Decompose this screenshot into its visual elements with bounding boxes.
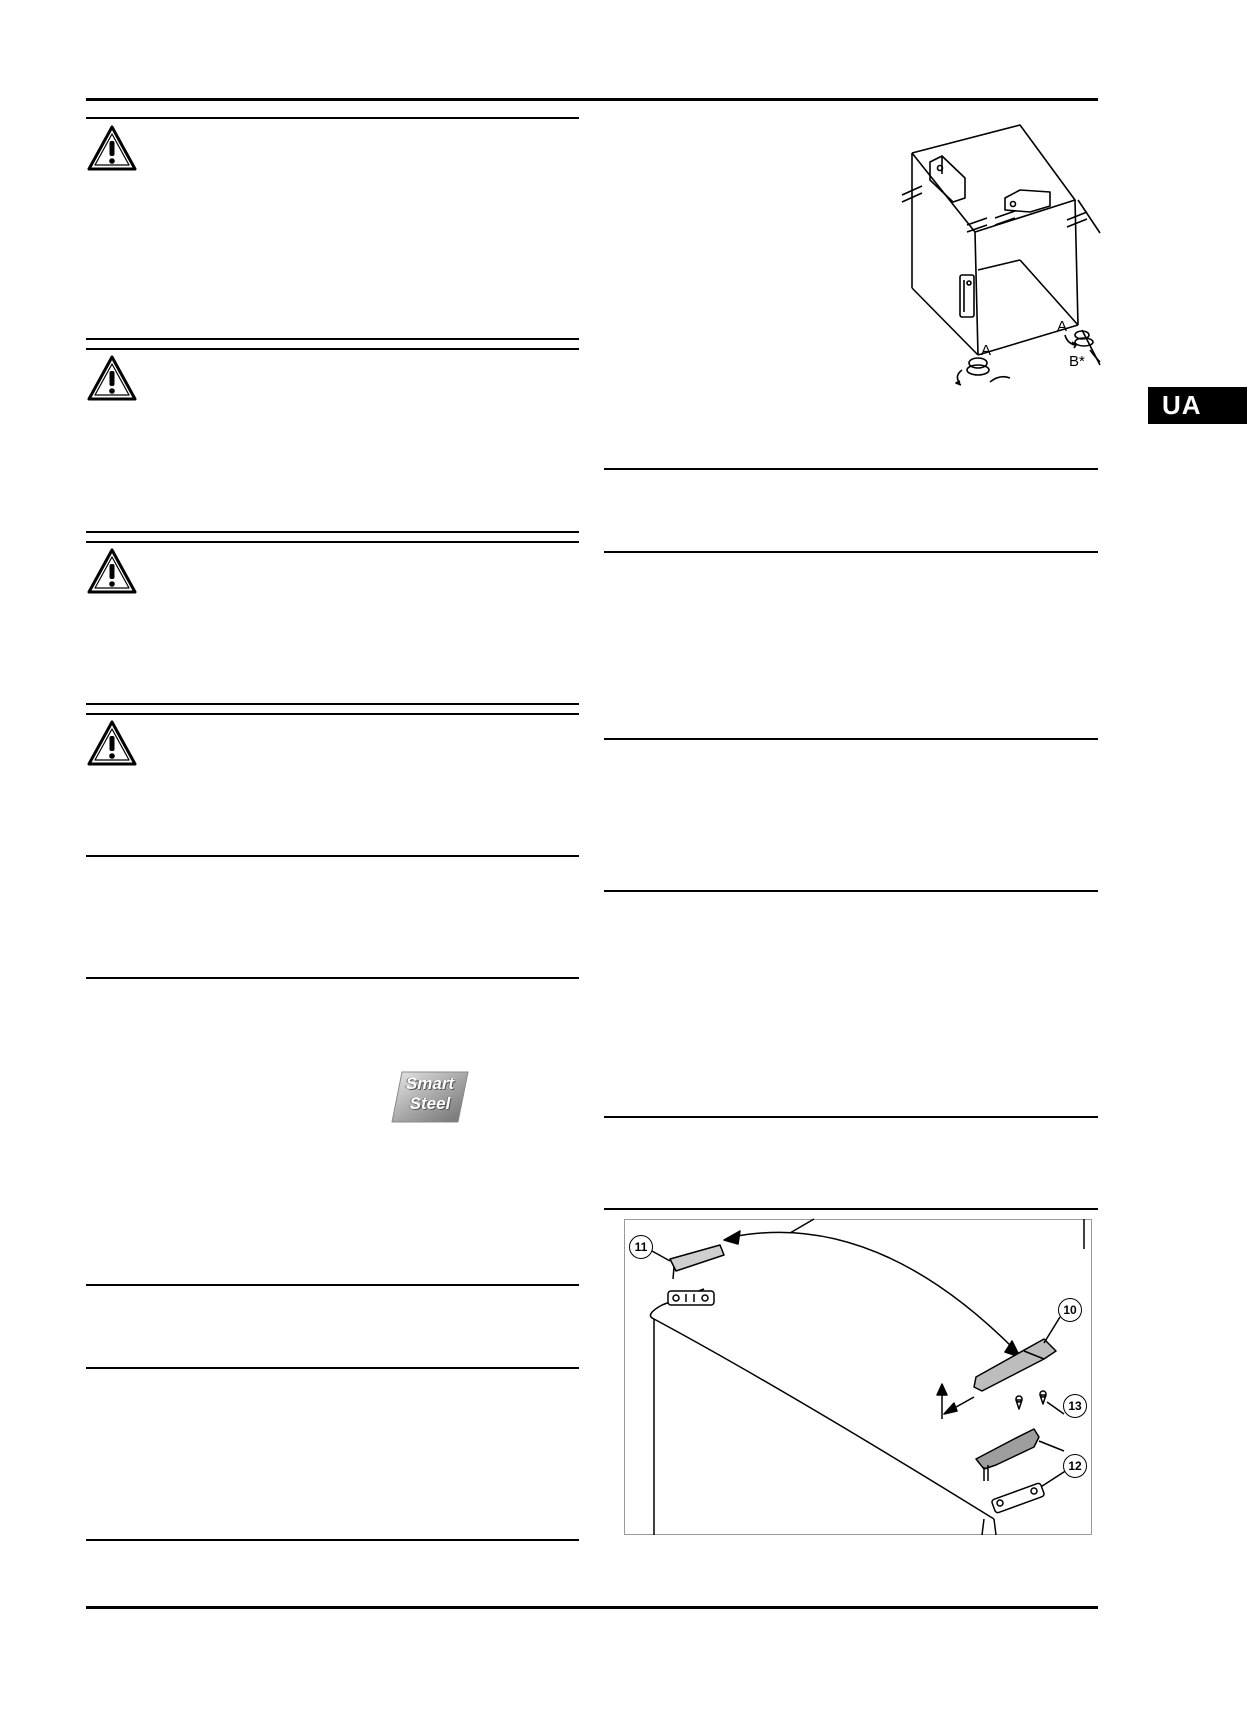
warning-2-rule-a	[86, 338, 579, 340]
warning-4-rule-a	[86, 703, 579, 705]
warning-2-rule-b	[86, 348, 579, 350]
section-rule-left-5	[86, 1539, 579, 1541]
callout-part-11: 11	[629, 1235, 653, 1259]
section-rule-right-2	[604, 551, 1098, 553]
section-rule-right-3	[604, 738, 1098, 740]
section-rule-right-1	[604, 468, 1098, 470]
warning-3-rule-b	[86, 541, 579, 543]
callout-part-10: 10	[1058, 1298, 1082, 1322]
warning-triangle-icon	[86, 719, 138, 767]
warning-4-rule-b	[86, 713, 579, 715]
section-rule-left-1	[86, 855, 579, 857]
footer-rule	[86, 1606, 1098, 1609]
warning-triangle-icon	[86, 124, 138, 172]
smart-steel-logo-line1: Smart	[405, 1074, 455, 1093]
hinge-transfer-figure	[624, 1219, 1092, 1535]
callout-part-13: 13	[1063, 1394, 1087, 1418]
smart-steel-logo-line2: Steel	[409, 1094, 451, 1113]
cabinet-foot-label-a-front: A	[981, 342, 992, 359]
warning-1-top-rule	[86, 117, 579, 119]
section-rule-left-4	[86, 1367, 579, 1369]
cabinet-foot-label-b: B*	[1069, 353, 1085, 370]
warning-triangle-icon	[86, 547, 138, 595]
language-badge: UA	[1148, 387, 1247, 424]
section-rule-right-5	[604, 1116, 1098, 1118]
warning-3-rule-a	[86, 531, 579, 533]
cabinet-foot-label-a-back: A	[1057, 318, 1068, 335]
warning-triangle-icon	[86, 354, 138, 402]
header-rule	[86, 98, 1098, 101]
section-rule-right-6	[604, 1208, 1098, 1210]
section-rule-left-2	[86, 977, 579, 979]
callout-part-12: 12	[1063, 1454, 1087, 1478]
section-rule-left-3	[86, 1284, 579, 1286]
section-rule-right-4	[604, 890, 1098, 892]
